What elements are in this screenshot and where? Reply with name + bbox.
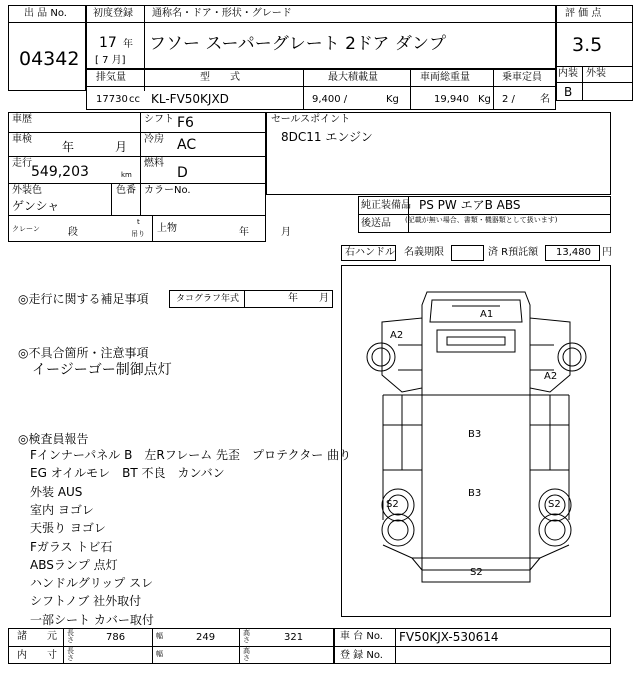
aftermarket-note: (記載が無い場合、書類・機器類として扱います): [405, 216, 558, 224]
maxload-value: 9,400 /: [312, 94, 348, 105]
capacity-value: 2 /: [502, 94, 515, 105]
displacement-value: 17730: [96, 94, 128, 105]
color-label: カラーNo.: [144, 185, 191, 196]
inspector-title: ◎検査員報告: [18, 432, 89, 446]
sales-label: セールスポイント: [271, 114, 351, 125]
aftermarket-label: 後送品: [361, 218, 391, 229]
reg-year: 17: [99, 35, 117, 51]
maxload-unit: Kg: [386, 94, 399, 105]
inner-label: 内 寸: [17, 650, 57, 661]
inner-width-label: 幅: [156, 650, 163, 658]
recycle-label: 済 R預託額: [488, 247, 539, 258]
inspection-year-unit: 年: [62, 140, 75, 154]
mileage-value: 549,203: [31, 164, 89, 180]
inspector-line: 一部シート カバー取付: [30, 612, 154, 627]
length-label: 長さ: [67, 629, 74, 644]
mileage-label: 走行: [12, 158, 32, 169]
mark-a2-right: A2: [544, 371, 558, 382]
gross-unit: Kg: [478, 94, 491, 105]
model-code: KL-FV50KJXD: [151, 92, 229, 106]
inner-height-label: 高さ: [243, 647, 250, 662]
chassis-label: 車 台 No.: [340, 631, 383, 642]
capacity-label: 乗車定員: [502, 72, 542, 83]
score-value: 3.5: [572, 34, 603, 56]
lot-label: 出 品 No.: [24, 8, 67, 19]
exterior-color-value: ゲンシャ: [12, 199, 60, 213]
recycle-amount: 13,480: [556, 247, 591, 258]
gross-label: 車両総重量: [420, 72, 470, 83]
standard-items: PS PW エアB ABS: [419, 198, 521, 212]
inner-length-label: 長さ: [67, 647, 74, 662]
sales-text: 8DC11 エンジン: [281, 130, 373, 144]
inspector-line: 室内 ヨゴレ: [30, 502, 94, 517]
inspector-line: 外装 AUS: [30, 484, 83, 499]
aircon-value: AC: [177, 137, 197, 153]
model-label: 型 式: [200, 72, 240, 83]
displacement-label: 排気量: [96, 72, 126, 83]
height-label: 高さ: [243, 629, 250, 644]
mark-b3-lower: B3: [468, 488, 482, 499]
width-label: 幅: [156, 632, 163, 640]
inspector-line: Fガラス トビ石: [30, 539, 113, 554]
mark-a1: A1: [480, 309, 494, 320]
name-change-label: 名義期限: [404, 247, 444, 258]
mark-b3-upper: B3: [468, 429, 482, 440]
inspector-line: ハンドルグリップ スレ: [30, 576, 154, 591]
reg-no-label: 登 録 No.: [340, 650, 383, 661]
inspector-line: EG オイルモレ BT 不良 カンバン: [30, 466, 225, 481]
right-hand-label: 右ハンドル: [345, 247, 395, 258]
crane-label: クレーン: [12, 225, 40, 233]
ueumono-label: 上物: [157, 223, 177, 234]
gross-value: 19,940: [434, 94, 469, 105]
driving-title: ◎走行に関する補足事項: [18, 292, 149, 306]
ueumono-month-unit: 月: [281, 227, 291, 238]
mark-a2-left: A2: [390, 330, 404, 341]
tachograph-label: タコグラフ年式: [176, 294, 240, 304]
fuel-label: 燃料: [144, 158, 164, 169]
lot-number: 04342: [19, 48, 80, 70]
height-value: 321: [284, 632, 304, 643]
mark-s2-right: S2: [548, 499, 561, 510]
crane-stage-unit: 段: [68, 227, 78, 238]
recycle-unit: 円: [602, 247, 612, 258]
shift-value: F6: [177, 115, 194, 131]
shift-label: シフト: [144, 114, 174, 125]
crane-lift-unit: 吊り: [131, 230, 145, 238]
exterior-color-label: 外装色: [12, 185, 42, 196]
interior-label: 内装: [558, 68, 578, 79]
history-label: 車歴: [12, 114, 32, 125]
inspector-line: シフトノブ 社外取付: [30, 594, 142, 609]
mark-s2-bottom: S2: [470, 567, 483, 578]
defect-text: イージーゴー制御点灯: [32, 362, 172, 378]
reg-month: [ 7 月]: [95, 55, 126, 66]
inspector-line: ABSランプ 点灯: [30, 557, 118, 572]
mark-s2-left: S2: [386, 499, 399, 510]
defect-title: ◎不具合箇所・注意事項: [18, 346, 149, 360]
standard-label: 純正装備品: [361, 200, 411, 211]
tachograph-month-unit: 月: [319, 293, 329, 304]
reg-year-unit: 年: [123, 39, 133, 50]
inspector-line: 天張り ヨゴレ: [30, 521, 106, 536]
reg-label: 初度登録: [93, 8, 133, 19]
displacement-unit: cc: [129, 94, 140, 105]
aircon-label: 冷房: [144, 134, 164, 145]
mileage-unit: km: [121, 171, 132, 179]
fuel-value: D: [177, 165, 188, 181]
capacity-unit: 名: [540, 94, 550, 105]
tachograph-year-unit: 年: [288, 293, 298, 304]
interior-grade: B: [564, 85, 573, 99]
chassis-number: FV50KJX-530614: [399, 630, 499, 644]
exterior-label: 外装: [586, 68, 606, 79]
inspection-label: 車検: [12, 134, 32, 145]
color-no-label: 色番: [116, 185, 136, 196]
ueumono-year-unit: 年: [239, 227, 249, 238]
name-label: 通称名・ドア・形状・グレード: [152, 8, 292, 19]
length-value: 786: [106, 632, 126, 643]
inspector-line: Fインナーパネル B 左Rフレーム 先歪 プロテクター 曲り: [30, 448, 352, 462]
crane-t: t: [137, 218, 140, 226]
inspection-month-unit: 月: [115, 140, 128, 154]
model-name: フソー スーパーグレート 2ドア ダンプ: [149, 34, 446, 54]
dims-label: 諸 元: [17, 631, 57, 642]
score-label: 評 価 点: [565, 8, 602, 19]
maxload-label: 最大積載量: [328, 72, 378, 83]
width-value: 249: [196, 632, 216, 643]
